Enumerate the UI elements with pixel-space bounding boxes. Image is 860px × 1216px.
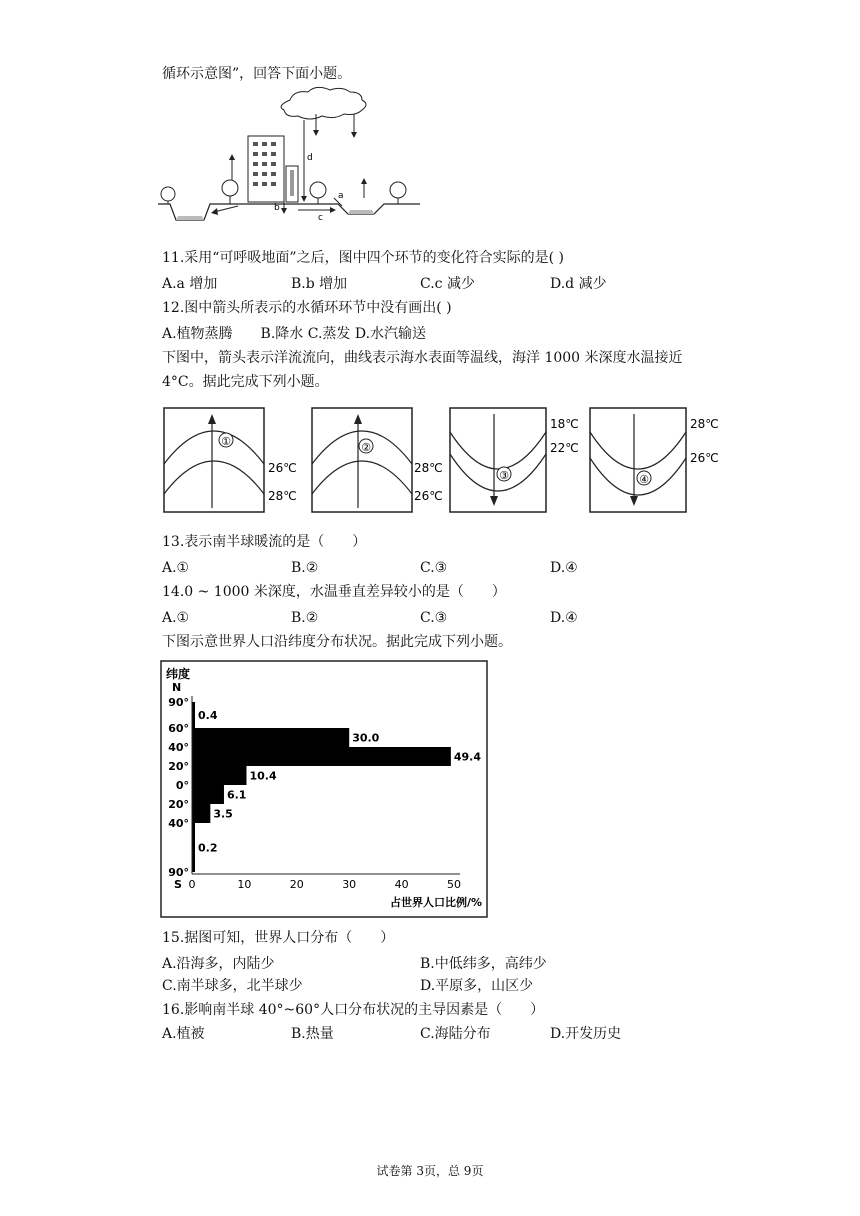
panel-3-id: ③: [499, 469, 509, 482]
panel-4-lower: 26℃: [690, 451, 719, 465]
population-bar: [192, 728, 349, 747]
intro3-text: 下图示意世界人口沿纬度分布状况。据此完成下列小题。: [162, 634, 512, 650]
panel-1-id: ①: [221, 435, 231, 448]
panel-2: [312, 408, 443, 512]
panel-3-lower: 22℃: [550, 441, 579, 455]
q14-option-d: D.④: [550, 610, 578, 626]
x-tick-label: 10: [237, 878, 252, 891]
q16-stem: 16.影响南半球 40°~60°人口分布状况的主导因素是（ ）: [162, 1002, 545, 1018]
q16-option-b: B.热量: [291, 1026, 334, 1042]
y-tick-label: 20°: [168, 798, 189, 811]
q13-stem: 13.表示南半球暖流的是（ ）: [162, 534, 367, 550]
panel-1: [164, 408, 297, 512]
q11-option-d: D.d 减少: [550, 276, 607, 292]
q13-option-b: B.②: [291, 560, 319, 576]
q16-option-c: C.海陆分布: [420, 1026, 491, 1042]
q15-option-c: C.南半球多，北半球少: [162, 978, 303, 994]
bar-value-label: 10.4: [249, 769, 277, 783]
bar-value-label: 30.0: [352, 731, 380, 745]
ocean-current-figure: [158, 402, 728, 518]
panel-3-upper: 18℃: [550, 417, 579, 431]
y-axis-bottom-label: S: [174, 878, 182, 891]
q15-stem: 15.据图可知，世界人口分布（ ）: [162, 930, 395, 946]
intro-text: 循环示意图”，回答下面小题。: [162, 66, 352, 82]
y-tick-label: 40°: [168, 741, 189, 754]
q12-options: A.植物蒸腾 B.降水 C.蒸发 D.水汽输送: [162, 326, 427, 342]
population-bar: [192, 766, 246, 785]
panel-3: [450, 408, 579, 512]
panel-2-lower: 26℃: [414, 489, 443, 503]
x-tick-label: 40: [394, 878, 409, 891]
y-tick-label: 20°: [168, 760, 189, 773]
bar-value-label: 6.1: [226, 788, 247, 802]
q15-option-a: A.沿海多，内陆少: [162, 956, 275, 972]
bar-value-label: 49.4: [453, 750, 481, 764]
population-bar: [192, 804, 210, 823]
bar-value-label: 0.2: [198, 841, 218, 855]
y-axis-top-label: N: [172, 681, 182, 694]
label-c: c: [318, 213, 323, 223]
q15-option-d: D.平原多，山区少: [420, 978, 534, 994]
x-tick-label: 20: [289, 878, 304, 891]
q11-option-c: C.c 减少: [420, 276, 475, 292]
y-tick-label: 90°: [168, 866, 189, 879]
q11-stem: 11.采用“可呼吸地面”之后，图中四个环节的变化符合实际的是( ): [162, 250, 564, 266]
panel-1-upper: 26℃: [268, 461, 297, 475]
y-tick-label: 0°: [175, 779, 189, 792]
y-tick-label: 60°: [168, 722, 189, 735]
q14-option-a: A.①: [162, 610, 190, 626]
panel-4-upper: 28℃: [690, 417, 719, 431]
label-b: b: [274, 203, 280, 213]
label-a: a: [338, 191, 344, 201]
population-latitude-chart: [160, 660, 488, 918]
q14-option-b: B.②: [291, 610, 319, 626]
q16-option-a: A.植被: [162, 1026, 205, 1042]
water-cycle-figure: [158, 86, 420, 226]
y-axis-label: 纬度: [166, 667, 191, 681]
y-tick-label: 40°: [168, 817, 189, 830]
x-tick-label: 30: [342, 878, 357, 891]
q15-option-b: B.中低纬多，高纬少: [420, 956, 547, 972]
q11-option-b: B.b 增加: [291, 276, 348, 292]
panel-4-id: ④: [639, 473, 649, 486]
intro2-line1: 下图中，箭头表示洋流流向，曲线表示海水表面等温线，海洋 1000 米深度水温接近: [162, 350, 683, 366]
x-tick-label: 50: [447, 878, 461, 891]
population-bar: [192, 747, 451, 766]
panel-4: [590, 408, 719, 512]
bar-value-label: 3.5: [213, 807, 233, 821]
panel-1-lower: 28℃: [268, 489, 297, 503]
q14-option-c: C.③: [420, 610, 448, 626]
intro2-line2: 4°C。据此完成下列小题。: [162, 374, 329, 390]
q16-option-d: D.开发历史: [550, 1026, 622, 1042]
q13-option-c: C.③: [420, 560, 448, 576]
tree-icon: [161, 187, 175, 201]
q13-option-d: D.④: [550, 560, 578, 576]
bar-value-label: 0.4: [198, 709, 218, 722]
q13-option-a: A.①: [162, 560, 190, 576]
cloud-icon: [281, 87, 366, 119]
x-axis-label: 占世界人口比例/%: [389, 896, 482, 909]
x-tick-label: 0: [188, 878, 196, 891]
panel-2-upper: 28℃: [414, 461, 443, 475]
q11-option-a: A.a 增加: [162, 276, 218, 292]
page-footer: 试卷第 3页，总 9页: [376, 1164, 484, 1178]
population-bar: [192, 785, 224, 804]
panel-2-id: ②: [361, 441, 371, 454]
label-d: d: [307, 153, 313, 163]
y-tick-label: 90°: [168, 696, 189, 709]
q14-stem: 14.0 ~ 1000 米深度，水温垂直差异较小的是（ ）: [162, 584, 506, 600]
q12-stem: 12.图中箭头所表示的水循环环节中没有画出( ): [162, 300, 452, 316]
